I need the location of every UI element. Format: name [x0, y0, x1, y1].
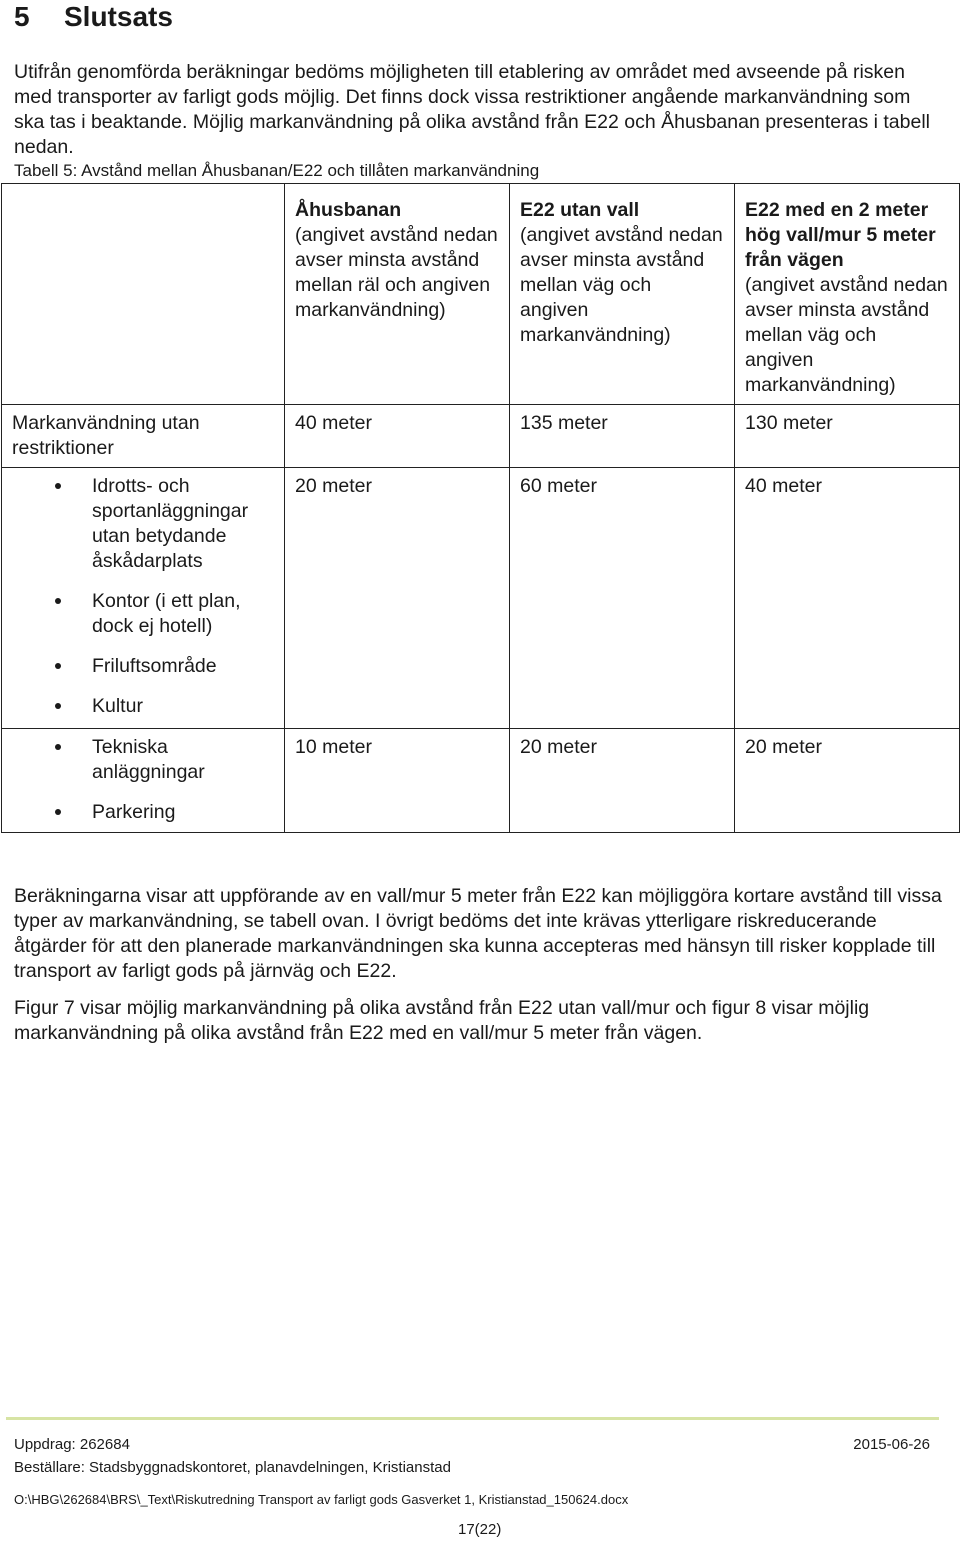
- value-cell: 60 meter: [510, 468, 735, 729]
- list-item-text: Kultur: [92, 695, 143, 717]
- list-item: [12, 694, 274, 719]
- table-caption: Tabell 5: Avstånd mellan Åhusbanan/E22 och tillåten markanvändning: [14, 161, 540, 180]
- list-item: [12, 589, 274, 639]
- value-cell: 20 meter: [285, 468, 510, 729]
- footer-client: Beställare: Stadsbyggnadskontoret, planavdelningen, Kristianstad: [14, 1459, 451, 1476]
- header-cell-e22-utan-vall: [510, 184, 735, 405]
- distance-table: [1, 183, 960, 833]
- header-title: Åhusbanan: [295, 199, 402, 221]
- section-number: 5: [14, 1, 30, 32]
- value-cell: 135 meter: [510, 405, 735, 468]
- header-note: (angivet avstånd nedan avser minsta avstånd mellan väg och angiven markanvändning): [745, 274, 948, 396]
- list-item-text: Friluftsområde: [92, 655, 217, 677]
- assignment-number: Uppdrag: 262684: [14, 1436, 130, 1453]
- list-item: [12, 735, 274, 785]
- bullet-icon: [55, 809, 61, 815]
- value-cell: 20 meter: [510, 728, 735, 832]
- header-title: E22 med en 2 meter hög vall/mur 5 meter från vägen: [745, 199, 936, 271]
- row-label-list: [2, 728, 285, 832]
- table-row: [2, 405, 960, 468]
- footer-divider: [6, 1417, 939, 1420]
- header-note: (angivet avstånd nedan avser minsta avstånd mellan väg och angiven markanvändning): [520, 224, 723, 346]
- land-use-list: [12, 735, 274, 825]
- conclusion-text: [14, 884, 944, 1058]
- header-cell-empty: [2, 184, 285, 405]
- paragraph: Beräkningarna visar att uppförande av en vall/mur 5 meter från E22 kan möjliggöra kortare avstånd till vissa typer av markanvändning, se tabell ovan. I övrigt bedöms det inte krävas ytterligare riskreducerande åtgärder för att den planerade markanvändningen ska kunna accepteras med hänsyn till risker kopplade till transport av farligt gods på järnväg och E22.: [14, 885, 942, 982]
- row-label: Markanvändning utan restriktioner: [2, 405, 285, 468]
- document-date: 2015-06-26: [853, 1436, 930, 1453]
- header-title: E22 utan vall: [520, 199, 640, 221]
- header-cell-e22-med-vall: [735, 184, 960, 405]
- bullet-icon: [55, 598, 61, 604]
- bullet-icon: [55, 483, 61, 489]
- land-use-list: [12, 474, 274, 719]
- header-cell-ahusbanan: [285, 184, 510, 405]
- intro-paragraph: Utifrån genomförda beräkningar bedöms möjligheten till etablering av området med avseende på risken med transporter av farligt gods möjlig. Det finns dock vissa restriktioner angående markanvändning som ska tas i beaktande. Möjlig markanvändning på olika avstånd från E22 och Åhusbanan presenteras i tabell nedan.: [14, 61, 930, 158]
- list-item-text: Parkering: [92, 800, 176, 823]
- section-heading: [14, 0, 173, 34]
- footer-file-path: O:\HBG\262684\BRS\_Text\Riskutredning Transport av farligt gods Gasverket 1, Kristianstad_150624.docx: [14, 1492, 629, 1507]
- paragraph: Figur 7 visar möjlig markanvändning på olika avstånd från E22 utan vall/mur och figur 8 visar möjlig markanvändning på olika avstånd från E22 med en vall/mur 5 meter från vägen.: [14, 997, 870, 1044]
- value-cell: 40 meter: [285, 405, 510, 468]
- table-row: [2, 468, 960, 729]
- bullet-icon: [55, 663, 61, 669]
- value-cell: 40 meter: [735, 468, 960, 729]
- section-title: Slutsats: [64, 1, 173, 32]
- value-cell: 10 meter: [285, 728, 510, 832]
- bullet-icon: [55, 703, 61, 709]
- value-cell: 20 meter: [735, 728, 960, 832]
- value-cell: 130 meter: [735, 405, 960, 468]
- row-label-list: [2, 468, 285, 729]
- list-item-text: Tekniska anläggningar: [92, 735, 205, 783]
- table-header-row: [2, 184, 960, 405]
- table-row: [2, 728, 960, 832]
- list-item-text: Idrotts- och sportanläggningar utan betydande åskådarplats: [92, 475, 249, 572]
- list-item: [12, 474, 274, 574]
- bullet-icon: [55, 744, 61, 750]
- list-item: [12, 800, 274, 825]
- list-item: [12, 654, 274, 679]
- list-item-text: Kontor (i ett plan, dock ej hotell): [92, 590, 241, 637]
- page-number: 17(22): [458, 1521, 502, 1538]
- footer-assignment-row: [14, 1435, 930, 1455]
- header-note: (angivet avstånd nedan avser minsta avstånd mellan räl och angiven markanvändning): [295, 224, 498, 321]
